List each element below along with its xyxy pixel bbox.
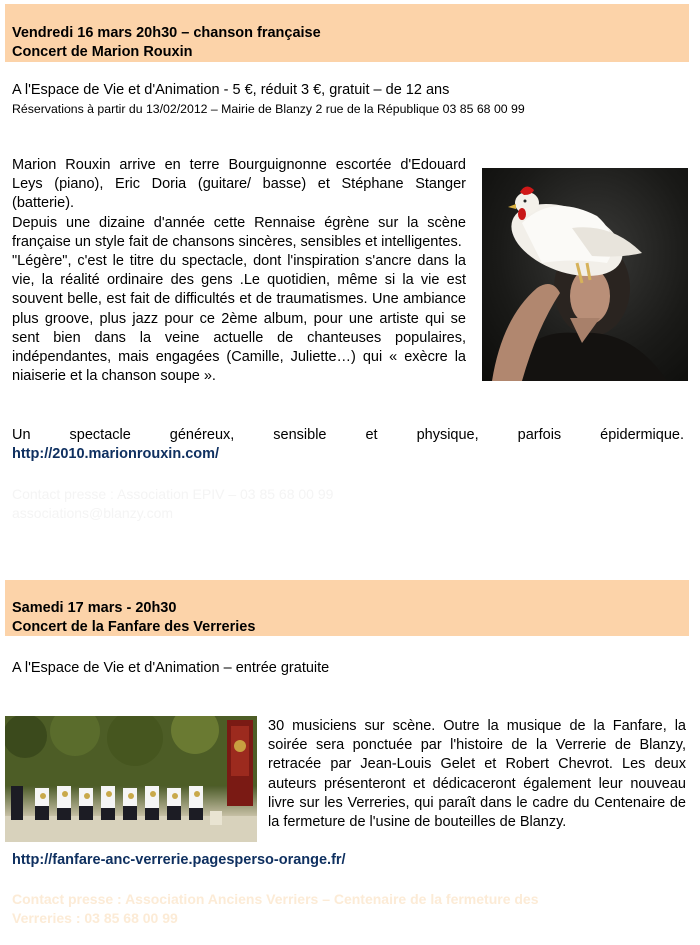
woman-with-chicken-photo xyxy=(482,168,688,381)
event2-faded-phone: Verreries : 03 85 68 00 99 xyxy=(12,910,178,926)
brass-band-photo xyxy=(5,716,257,842)
event1-header xyxy=(5,4,689,62)
event2-concert-title: Concert de la Fanfare des Verreries xyxy=(12,619,256,635)
event1-closing: Un spectacle généreux, sensible et physique, parfois épidermique. xyxy=(12,427,684,443)
event2-faded-contact: Contact presse : Association Anciens Verriers – Centenaire de la fermeture des xyxy=(12,891,539,907)
event2-venue: A l'Espace de Vie et d'Animation – entrée gratuite xyxy=(12,660,330,676)
event1-faded-contact: Contact presse : Association EPIV – 03 85 68 00 99 xyxy=(12,486,334,502)
event2-date-title: Samedi 17 mars - 20h30 xyxy=(12,600,177,616)
event1-date-title: Vendredi 16 mars 20h30 – chanson française xyxy=(12,25,321,41)
event2-header xyxy=(5,580,689,636)
event1-venue: A l'Espace de Vie et d'Animation - 5 €, réduit 3 €, gratuit – de 12 ans xyxy=(12,82,450,98)
event1-description xyxy=(12,156,466,386)
event2-description: 30 musiciens sur scène. Outre la musique de la Fanfare, la soirée sera ponctuée par l'histoire de la Verrerie de Blanzy, retracée par Jean-Louis Gelet et Robert Chevrot. Les deux auteurs présenteront et dédicaceront également leur nouveau livre sur les Verreries, qui paraît dans le cadre du Centenaire de la fermeture de l'usine de bouteilles de Blanzy. xyxy=(268,718,686,831)
event1-faded-email: associations@blanzy.com xyxy=(12,505,174,521)
event1-paragraph-1: Marion Rouxin arrive en terre Bourguignonne escortée d'Edouard Leys (piano), Eric Doria (guitare/ basse) et Stéphane Stanger (batterie). xyxy=(12,157,466,212)
event1-reservation: Réservations à partir du 13/02/2012 – Mairie de Blanzy 2 rue de la République 03 85 68 00 99 xyxy=(12,102,525,116)
event1-concert-title: Concert de Marion Rouxin xyxy=(12,44,193,60)
event1-website-link[interactable]: http://2010.marionrouxin.com/ xyxy=(12,446,220,462)
event1-paragraph-3: "Légère", c'est le titre du spectacle, dont l'inspiration s'ancre dans la vie, la réalité ordinaire des gens .Le quotidien, même si la vie est souvent belle, est fait de difficultés et de traumatismes. Une ambiance plus groove, plus jazz pour ce 2ème album, pour une artiste qui se sent bien dans la veine actuelle de chanteuses populaires, indépendantes, mais engagées (Camille, Juliette…) qui « exècre la niaiserie et la chanson soupe ». xyxy=(12,253,466,385)
event2-website-link[interactable]: http://fanfare-anc-verrerie.pagesperso-orange.fr/ xyxy=(12,852,346,868)
event1-paragraph-2: Depuis une dizaine d'année cette Rennaise égrène sur la scène française un style fait de chansons sincères, sensibles et intelligentes. xyxy=(12,214,466,250)
